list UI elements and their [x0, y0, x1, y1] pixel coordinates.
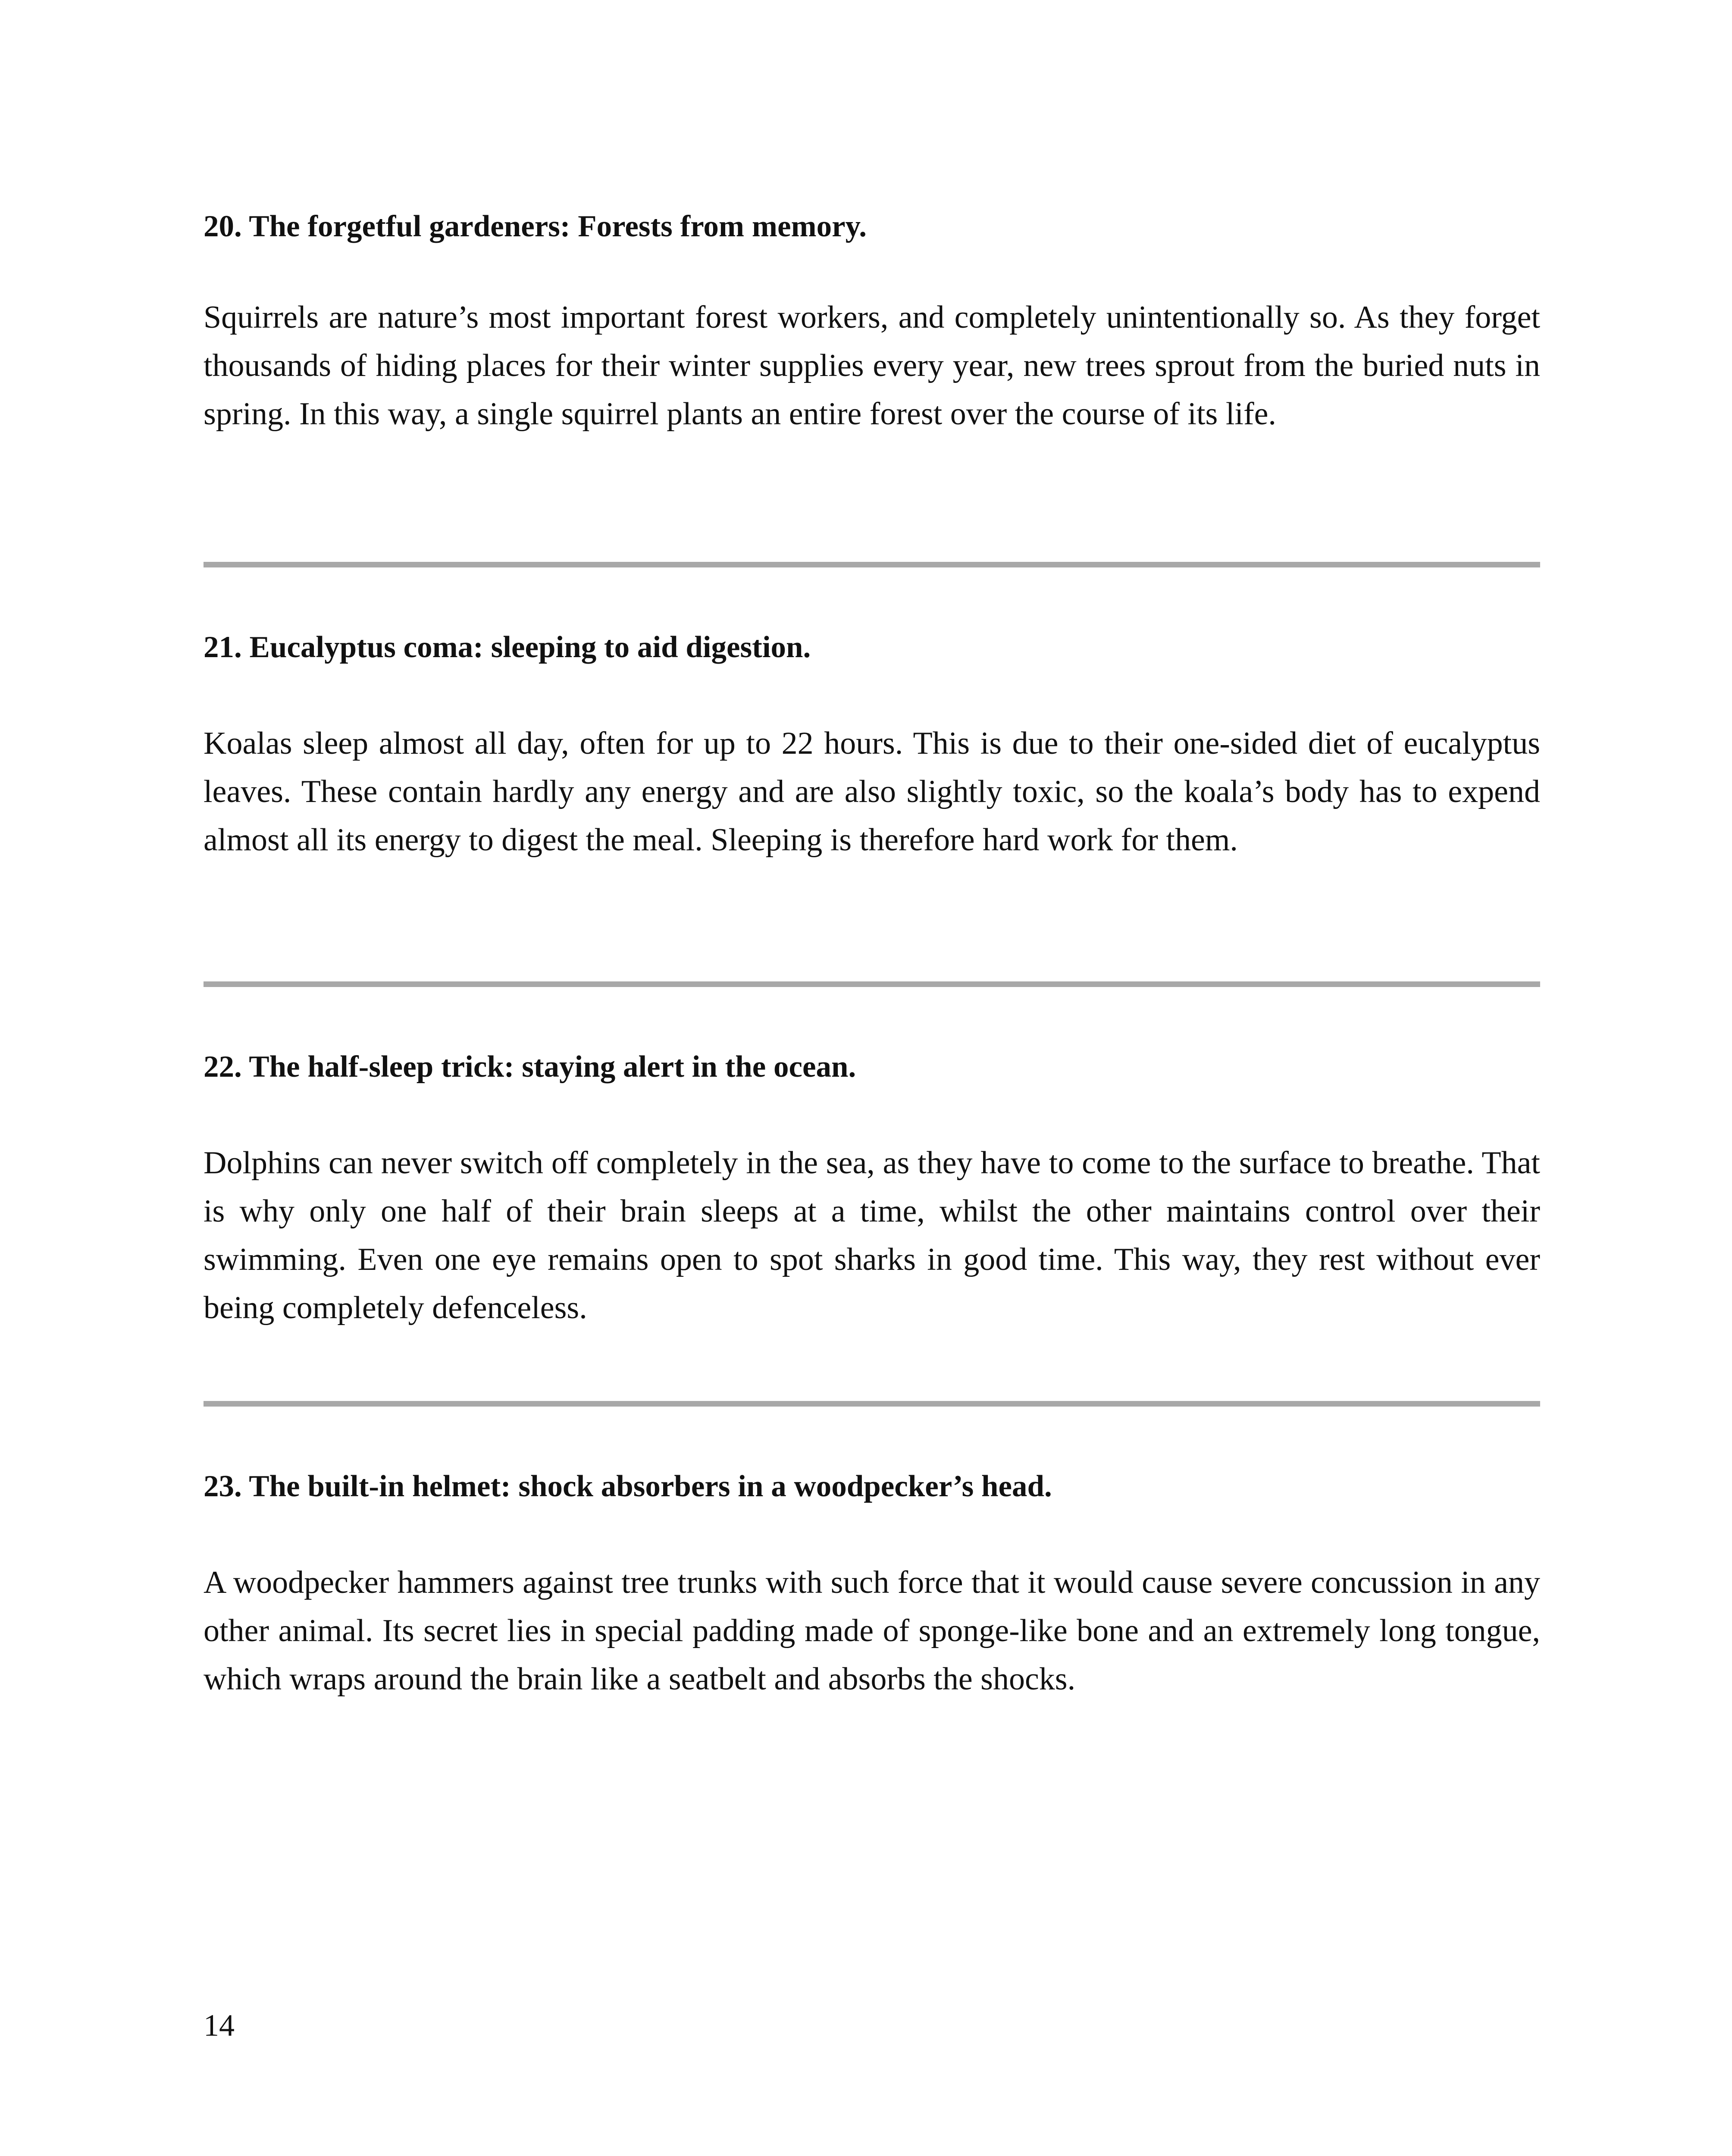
section-body: Dolphins can never switch off completely in the sea, as they have to come to the surface to breathe. That is why only one half of their brain sleeps at a time, whilst the other maintains control over their swimming. Even one eye remains open to spot sharks in good time. This way, they rest without ever being completely defenceless.	[204, 1145, 1540, 1326]
section-divider	[204, 562, 1540, 567]
section-heading: 22. The half-sleep trick: staying alert in the ocean.	[204, 1050, 856, 1084]
section-body: A woodpecker hammers against tree trunks with such force that it would cause severe concussion in any other animal. Its secret lies in special padding made of sponge-like bone and an extremely long tongue, which wraps around the brain like a seatbelt and absorbs the shocks.	[204, 1565, 1540, 1697]
section-heading: 21. Eucalyptus coma: sleeping to aid digestion.	[204, 630, 811, 664]
section-divider	[204, 1401, 1540, 1407]
section-body: Koalas sleep almost all day, often for up to 22 hours. This is due to their one-sided diet of eucalyptus leaves. These contain hardly any energy and are also slightly toxic, so the koala’s body has to expend almost all its energy to digest the meal. Sleeping is therefore hard work for them.	[204, 726, 1540, 858]
section-divider	[204, 981, 1540, 987]
section-heading: 23. The built-in helmet: shock absorbers in a woodpecker’s head.	[204, 1470, 1052, 1503]
page-number: 14	[204, 2008, 235, 2043]
section-body: Squirrels are nature’s most important forest workers, and completely unintentionally so. As they forget thousands of hiding places for their winter supplies every year, new trees sprout from the buried nuts in spring. In this way, a single squirrel plants an entire forest over the course of its life.	[204, 300, 1540, 432]
section-heading: 20. The forgetful gardeners: Forests from memory.	[204, 210, 867, 243]
